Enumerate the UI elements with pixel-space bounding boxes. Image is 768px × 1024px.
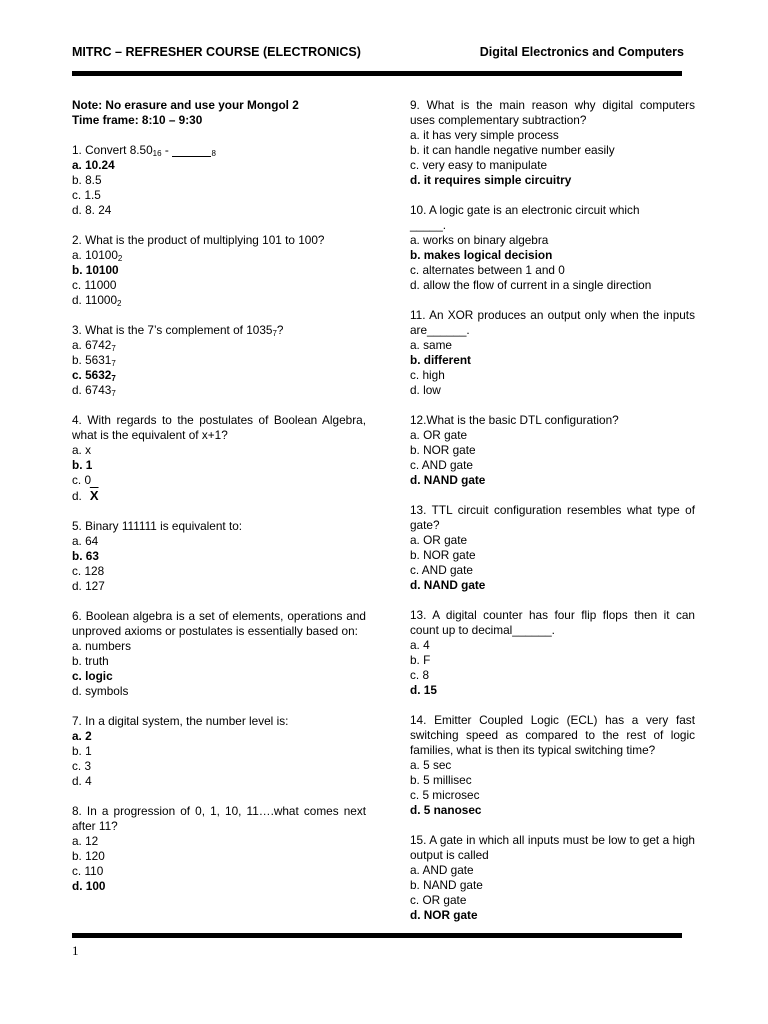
question-9 [410, 98, 695, 188]
option-b: b. truth [72, 654, 109, 668]
option-text: d. [72, 489, 82, 503]
exam-note [72, 98, 366, 128]
left-column [72, 98, 366, 909]
option-d: d. 127 [72, 579, 105, 593]
option-b [72, 353, 366, 368]
option-b-correct: b. makes logical decision [410, 248, 553, 262]
option-text: d. 11000 [72, 293, 118, 307]
option-d: d. allow the flow of current in a single direction [410, 278, 652, 292]
option-a: a. same [410, 338, 452, 352]
question-11 [410, 308, 695, 398]
question-stem: 5. Binary 111111 is equivalent to: [72, 519, 243, 533]
question-stem: 4. With regards to the postulates of Boolean Algebra, what is the equivalent of x+1? [72, 413, 366, 442]
option-c: c. OR gate [410, 893, 467, 907]
option-a: a. OR gate [410, 533, 468, 547]
right-column [410, 98, 695, 938]
option-c-correct [72, 368, 366, 383]
option-a: a. 4 [410, 638, 430, 652]
question-15 [410, 833, 695, 923]
option-c: c. 11000 [72, 278, 117, 292]
note-time-frame: Time frame: 8:10 – 9:30 [72, 113, 203, 127]
option-d [72, 293, 366, 308]
question-stem: 7. In a digital system, the number level is: [72, 714, 289, 728]
option-c: c. 3 [72, 759, 92, 773]
option-d-correct: d. NAND gate [410, 578, 486, 592]
option-a: a. numbers [72, 639, 132, 653]
stem-text: 3. What is the 7’s complement of 1035 [72, 323, 273, 337]
option-b: b. 5 millisec [410, 773, 472, 787]
option-d: d. 8. 24 [72, 203, 112, 217]
option-c: c. 8 [410, 668, 430, 682]
option-b: b. 8.5 [72, 173, 102, 187]
option-c-correct: c. logic [72, 669, 113, 683]
option-c: c. 5 microsec [410, 788, 480, 802]
option-a: a. x [72, 443, 92, 457]
question-5 [72, 519, 366, 594]
option-a: a. 12 [72, 834, 99, 848]
stem-text: ? [276, 323, 284, 337]
subscript: 16 [152, 149, 162, 158]
question-13-ttl [410, 503, 695, 593]
option-a: a. 5 sec [410, 758, 452, 772]
question-stem: 13. TTL circuit configuration resembles what type of gate? [410, 503, 695, 532]
subscript: 2 [117, 299, 122, 308]
option-d-correct: d. 100 [72, 879, 106, 893]
option-c: c. AND gate [410, 458, 473, 472]
option-c: c. 0 [72, 473, 92, 487]
question-10 [410, 203, 695, 293]
option-a: a. 64 [72, 534, 99, 548]
question-stem: 8. In a progression of 0, 1, 10, 11….what comes next after 11? [72, 804, 366, 833]
option-text: b. 5631 [72, 353, 112, 367]
option-c: c. AND gate [410, 563, 473, 577]
option-c: c. alternates between 1 and 0 [410, 263, 565, 277]
stem-text: 1. Convert 8.50 [72, 143, 153, 157]
subscript: 7 [272, 329, 277, 338]
question-stem [72, 143, 366, 158]
question-stem: 9. What is the main reason why digital computers uses complementary subtraction? [410, 98, 695, 127]
answer-blank: _____. [410, 218, 447, 232]
question-3 [72, 323, 366, 398]
option-b: b. 120 [72, 849, 105, 863]
option-d [72, 383, 366, 398]
option-a: a. AND gate [410, 863, 474, 877]
option-a-correct: a. 2 [72, 729, 92, 743]
page-number: 1 [72, 943, 79, 958]
question-2 [72, 233, 366, 308]
stem-text: - [161, 143, 173, 157]
question-stem [72, 323, 366, 338]
option-d-correct: d. it requires simple circuitry [410, 173, 572, 187]
answer-blank [172, 145, 211, 157]
question-stem: 11. An XOR produces an output only when the inputs are______. [410, 308, 695, 337]
option-d [72, 488, 366, 504]
option-text: a. 10100 [72, 248, 118, 262]
question-1 [72, 143, 366, 218]
subscript: 7 [111, 359, 116, 368]
subscript: 7 [111, 374, 116, 383]
option-a [72, 248, 366, 263]
option-text: c. 5632 [72, 368, 112, 382]
option-a: a. it has very simple process [410, 128, 559, 142]
option-c: c. high [410, 368, 445, 382]
subscript: 8 [211, 149, 216, 158]
option-d-correct: d. NAND gate [410, 473, 486, 487]
option-b-correct: b. different [410, 353, 471, 367]
header-subject-title: Digital Electronics and Computers [479, 45, 684, 59]
question-4 [72, 413, 366, 504]
option-text: d. 6743 [72, 383, 112, 397]
option-a: a. OR gate [410, 428, 468, 442]
option-d: d. symbols [72, 684, 129, 698]
question-13-counter [410, 608, 695, 698]
question-14 [410, 713, 695, 818]
header-rule [72, 71, 682, 76]
question-12 [410, 413, 695, 488]
option-b-correct: b. 10100 [72, 263, 119, 277]
option-b: b. 1 [72, 744, 92, 758]
question-stem: 12.What is the basic DTL configuration? [410, 413, 619, 427]
option-d-correct: d. 5 nanosec [410, 803, 482, 817]
option-text: a. 6742 [72, 338, 112, 352]
question-8 [72, 804, 366, 894]
subscript: 7 [111, 344, 116, 353]
question-6 [72, 609, 366, 699]
question-stem: 10. A logic gate is an electronic circuit which [410, 203, 640, 217]
option-d-correct: d. 15 [410, 683, 437, 697]
option-b: b. NOR gate [410, 548, 476, 562]
option-d: d. 4 [72, 774, 92, 788]
option-c: c. 128 [72, 564, 105, 578]
option-c: c. very easy to manipulate [410, 158, 548, 172]
option-b: b. NAND gate [410, 878, 483, 892]
question-stem: 14. Emitter Coupled Logic (ECL) has a very fast switching speed as compared to the rest of logic families, what is then its typical switching time? [410, 713, 695, 757]
header-course-title: MITRC – REFRESHER COURSE (ELECTRONICS) [72, 45, 361, 59]
option-b-correct: b. 1 [72, 458, 93, 472]
footer-rule [72, 933, 682, 938]
subscript: 7 [111, 389, 116, 398]
option-b: b. it can handle negative number easily [410, 143, 615, 157]
option-a [72, 338, 366, 353]
option-d: d. low [410, 383, 441, 397]
option-d-correct: d. NOR gate [410, 908, 478, 922]
question-stem: 2. What is the product of multiplying 101 to 100? [72, 233, 325, 247]
option-b: b. F [410, 653, 431, 667]
note-instruction: Note: No erasure and use your Mongol 2 [72, 98, 299, 112]
x-bar-symbol: $\overline{X}$ [89, 488, 99, 503]
question-stem: 15. A gate in which all inputs must be low to get a high output is called [410, 833, 695, 862]
option-c: c. 1.5 [72, 188, 101, 202]
question-stem: 13. A digital counter has four flip flops then it can count up to decimal______. [410, 608, 695, 637]
option-a-correct: a. 10.24 [72, 158, 115, 172]
question-stem: 6. Boolean algebra is a set of elements, operations and unproved axioms or postulates is essentially based on: [72, 609, 366, 638]
subscript: 2 [117, 254, 123, 263]
option-b-correct: b. 63 [72, 549, 99, 563]
option-a: a. works on binary algebra [410, 233, 549, 247]
option-c: c. 110 [72, 864, 104, 878]
question-7 [72, 714, 366, 789]
option-b: b. NOR gate [410, 443, 476, 457]
